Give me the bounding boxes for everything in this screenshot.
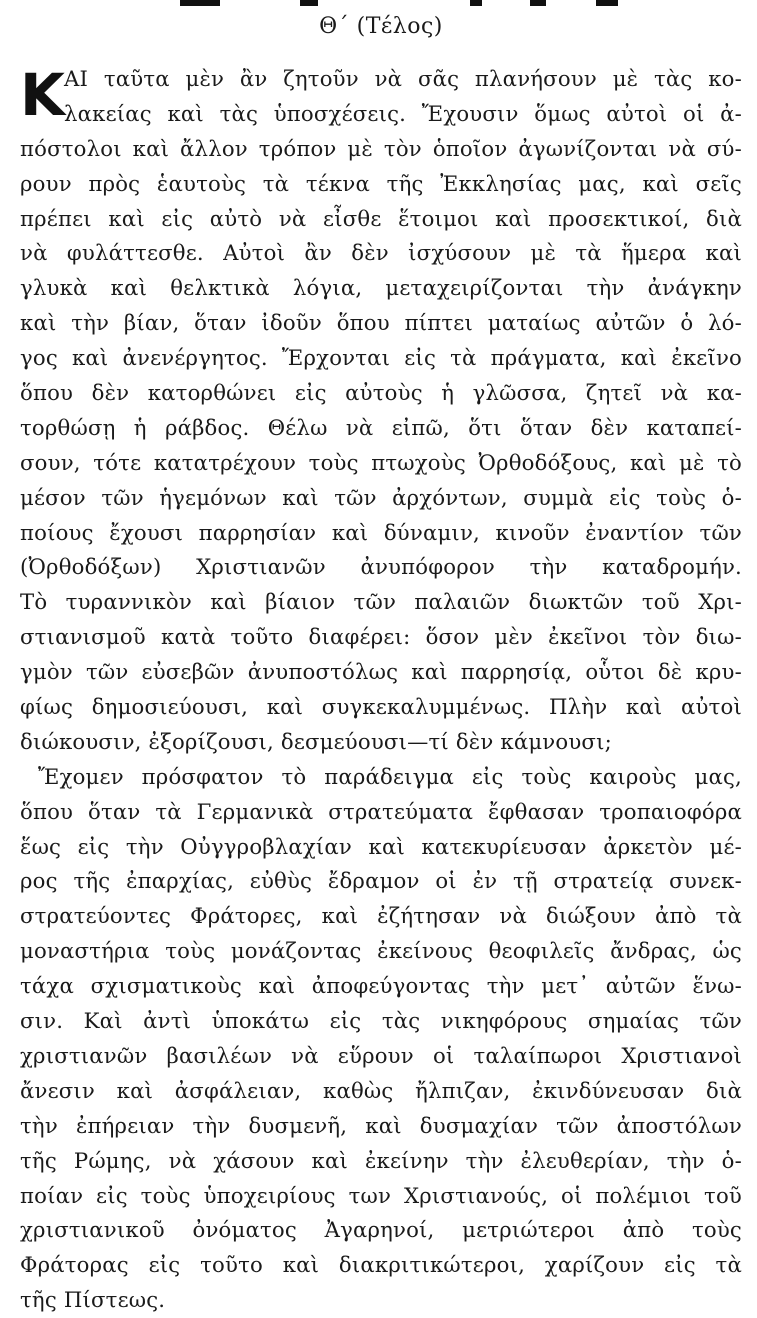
text-line: (Ὀρθοδόξων) Χριστιανῶν ἀνυπόφορον τὴν καταδρομήν.: [20, 554, 742, 580]
text-line: τορθώσῃ ἡ ράβδος. Θέλω νὰ εἰπῶ, ὅτι ὅταν δὲν καταπεί-: [20, 414, 742, 440]
text-line: ρουν πρὸς ἑαυτοὺς τὰ τέκνα τῆς Ἐκκλησίας μας, καὶ σεῖς: [20, 170, 742, 196]
text-line: μέσον τῶν ἡγεμόνων καὶ τῶν ἀρχόντων, συμμὰ εἰς τοὺς ὁ-: [20, 484, 742, 510]
text-line: διώκουσιν, ἐξορίζουσι, δεσμεύουσι—τί δὲν κάμνουσι;: [20, 728, 612, 754]
text-line: Φράτορας εἰς τοῦτο καὶ διακριτικώτεροι, χαρίζουν εἰς τὰ: [20, 1252, 742, 1278]
text-line: γμὸν τῶν εὐσεβῶν ἀνυποστόλως καὶ παρρησίᾳ, οὗτοι δὲ κρυ-: [20, 659, 742, 685]
text-line: φίως δημοσιεύουσι, καὶ συγκεκαλυμμένως. Πλὴν καὶ αὐτοὶ: [20, 694, 742, 720]
text-line: χριστιανῶν βασιλέων νὰ εὕρουν οἱ ταλαίπωροι Χριστιανοὶ: [20, 1042, 742, 1068]
text-line: νὰ φυλάττεσθε. Αὐτοὶ ἂν δὲν ἰσχύσουν μὲ τὰ ἥμερα καὶ: [20, 240, 742, 266]
text-line: γος καὶ ἀνενέργητος. Ἔρχονται εἰς τὰ πράγματα, καὶ ἐκεῖνο: [20, 345, 742, 371]
text-line: ὅπου δὲν κατορθώνει εἰς αὐτοὺς ἡ γλῶσσα, ζητεῖ νὰ κα-: [20, 380, 742, 406]
text-line: τῆς Ρώμης, νὰ χάσουν καὶ ἐκείνην τὴν ἐλευθερίαν, τὴν ὁ-: [20, 1147, 742, 1173]
text-line: πρέπει καὶ εἰς αὐτὸ νὰ εἶσθε ἕτοιμοι καὶ προσεκτικοί, διὰ: [20, 205, 742, 231]
section-heading: Θ΄ (Τέλος): [319, 14, 443, 39]
article-body: [20, 62, 742, 1318]
text-line: ἕως εἰς τὴν Οὐγγροβλαχίαν καὶ κατεκυρίευσαν ἀρκετὸν μέ-: [20, 833, 742, 859]
text-line: τάχα σχισματικοὺς καὶ ἀποφεύγοντας τὴν μετ᾽ αὐτῶν ἕνω-: [20, 973, 742, 999]
text-line: ἄνεσιν καὶ ἀσφάλειαν, καθὼς ἤλπιζαν, ἐκινδύνευσαν διὰ: [20, 1077, 742, 1103]
text-line: τῆς Πίστεως.: [20, 1287, 166, 1313]
text-line: Τὸ τυραννικὸν καὶ βίαιον τῶν παλαιῶν διωκτῶν τοῦ Χρι-: [20, 589, 742, 615]
text-line: πόστολοι καὶ ἄλλον τρόπον μὲ τὸν ὁποῖον ἀγωνίζονται νὰ σύ-: [20, 135, 742, 161]
text-line: σιν. Καὶ ἀντὶ ὑποκάτω εἰς τὰς νικηφόρους σημαίας τῶν: [20, 1008, 742, 1034]
cropped-title-remnant: [0, 0, 757, 6]
text-line: σουν, τότε κατατρέχουν τοὺς πτωχοὺς Ὀρθοδόξους, καὶ μὲ τὸ: [20, 449, 742, 475]
text-line: καὶ τὴν βίαν, ὅταν ἰδοῦν ὅπου πίπτει ματαίως αὐτῶν ὁ λό-: [20, 310, 742, 336]
text-line: ποίαν εἰς τοὺς ὑποχειρίους των Χριστιανούς, οἱ πολέμιοι τοῦ: [20, 1182, 742, 1208]
text-line: στρατεύοντες Φράτορες, καὶ ἐζήτησαν νὰ διώξουν ἀπὸ τὰ: [20, 903, 742, 929]
text-line: λακείας καὶ τὰς ὑποσχέσεις. Ἔχουσιν ὅμως αὐτοὶ οἱ ἀ-: [64, 100, 742, 126]
drop-cap: Κ: [20, 61, 65, 129]
text-line: ρος τῆς ἐπαρχίας, εὐθὺς ἔδραμον οἱ ἐν τῇ στρατείᾳ συνεκ-: [20, 868, 742, 894]
text-line: ὅπου ὅταν τὰ Γερμανικὰ στρατεύματα ἔφθασαν τροπαιοφόρα: [20, 798, 742, 824]
text-line: χριστιανικοῦ ὀνόματος Ἀγαρηνοί, μετριώτεροι ἀπὸ τοὺς: [20, 1217, 742, 1243]
text-line: ποίους ἔχουσι παρρησίαν καὶ δύναμιν, κινοῦν ἐναντίον τῶν: [20, 519, 742, 545]
text-line: Ἔχομεν πρόσφατον τὸ παράδειγμα εἰς τοὺς καιροὺς μας,: [38, 763, 742, 789]
text-line: στιανισμοῦ κατὰ τοῦτο διαφέρει: ὅσον μὲν ἐκεῖνοι τὸν διω-: [20, 624, 742, 650]
text-line: ΑΙ ταῦτα μὲν ἂν ζητοῦν νὰ σᾶς πλανήσουν μὲ τὰς κο-: [64, 66, 742, 91]
text-line: γλυκὰ καὶ θελκτικὰ λόγια, μεταχειρίζονται τὴν ἀνάγκην: [20, 275, 742, 301]
text-line: μοναστήρια τοὺς μονάζοντας ἐκείνους θεοφιλεῖς ἄνδρας, ὡς: [20, 938, 742, 964]
text-line: τὴν ἐπήρειαν τὴν δυσμενῆ, καὶ δυσμαχίαν τῶν ἀποστόλων: [20, 1112, 742, 1138]
